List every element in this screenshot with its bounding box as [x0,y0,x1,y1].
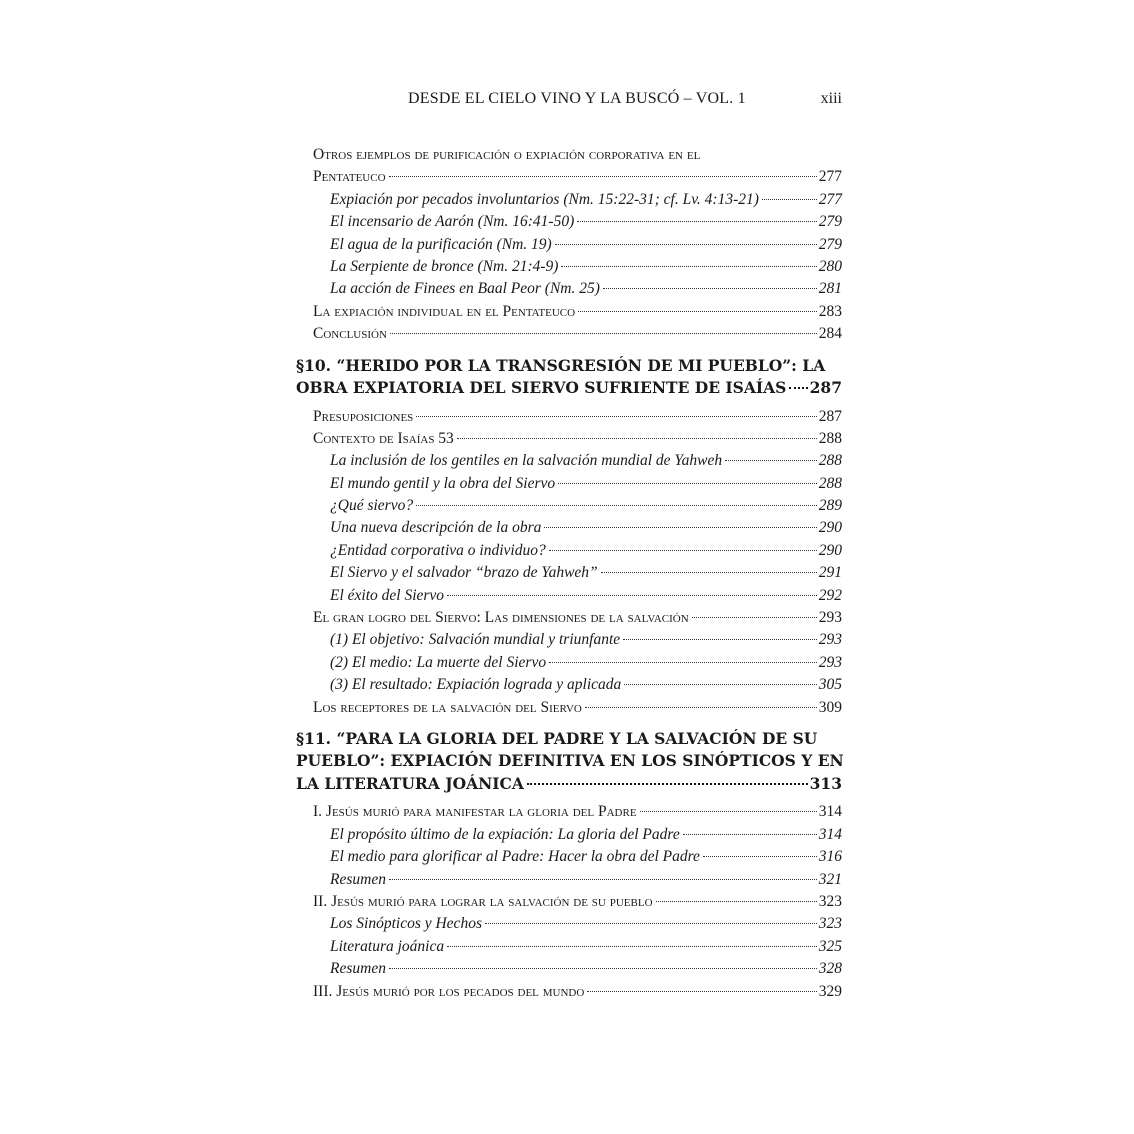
dot-leader [416,416,816,417]
toc-entry [296,278,842,300]
toc-entry-page: 292 [818,586,842,604]
toc-entry-page: 309 [818,698,842,716]
toc-entry [296,211,842,233]
dot-leader [544,527,816,528]
toc-entry-page: 279 [818,213,842,231]
toc-entry-title: La inclusión de los gentiles en la salvación mundial de Yahweh [330,452,723,470]
toc-entry-page: 316 [818,848,842,866]
toc-entry [296,981,842,1003]
page-number: xiii [820,90,842,107]
toc-entry [296,846,842,868]
dot-leader [447,595,817,596]
toc-entry-page: 279 [818,235,842,253]
toc-entry-page: 283 [818,302,842,320]
page-header [296,90,842,116]
chapter-title-line: §10. “HERIDO POR LA TRANSGRESIÓN DE MI PUEBLO”: LA [296,355,826,375]
dot-leader [577,221,817,222]
toc-entry [296,607,842,629]
dot-leader [416,505,817,506]
toc-entry-title: El mundo gentil y la obra del Siervo [330,474,556,492]
toc-entry [296,913,842,935]
toc-entry [296,562,842,584]
dot-leader [683,834,817,835]
toc-entry-title: El propósito último de la expiación: La gloria del Padre [330,825,680,843]
toc-entry-page: 314 [818,803,842,821]
toc-entry-title: ¿Qué siervo? [330,497,414,515]
toc-entry [296,674,842,696]
dot-leader [789,387,807,389]
toc-entry [296,629,842,651]
chapter-title-line [296,377,842,400]
toc-entry [296,824,842,846]
dot-leader [585,707,817,708]
dot-leader [389,879,817,880]
toc-entry [296,428,842,450]
toc-entry [296,495,842,517]
toc-entry-page: 293 [818,609,842,627]
toc-entry [296,166,842,188]
toc-entry-page: 277 [818,190,842,208]
toc-entry-page: 291 [818,564,842,582]
toc-entry-page: 293 [818,631,842,649]
toc-entry [296,473,842,495]
toc-entry-page: 290 [818,519,842,537]
chapter-title-line: PUEBLO”: EXPIACIÓN DEFINITIVA EN LOS SINÓPTICOS Y EN [296,751,844,771]
dot-leader [485,923,817,924]
toc-entry-page: 328 [818,960,842,978]
toc-entry [296,585,842,607]
dot-leader [624,684,816,685]
toc-entry [296,958,842,980]
toc-section-pentateuco [296,144,842,346]
toc-entry [296,652,842,674]
toc-entry-title: (1) El objetivo: Salvación mundial y triunfante [330,631,621,649]
dot-leader [603,288,817,289]
chapter-title-line [296,773,842,796]
toc-entry-title: El medio para glorificar al Padre: Hacer la obra del Padre [330,848,700,866]
toc-entry-page: 288 [818,452,842,470]
toc-entry-title: Resumen [330,870,386,888]
toc-entry-title: Expiación por pecados involuntarios (Nm. 15:22-31; cf. Lv. 4:13-21) [330,190,759,208]
dot-leader [549,662,817,663]
dot-leader [389,176,817,177]
dot-leader [725,460,817,461]
toc-entry-title: II. Jesús murió para lograr la salvación de su pueblo [313,893,653,911]
toc-entry [296,697,842,719]
dot-leader [692,617,817,618]
toc-entry [296,869,842,891]
toc-entry-page: 293 [818,653,842,671]
toc-entry-title: Una nueva descripción de la obra [330,519,542,537]
toc-section-chapter-11 [296,801,842,1003]
toc-entry-title: I. Jesús murió para manifestar la gloria del Padre [313,803,637,821]
toc-entry-title: La Serpiente de bronce (Nm. 21:4-9) [330,257,559,275]
toc-entry [296,256,842,278]
toc-entry [296,891,842,913]
toc-entry [296,540,842,562]
toc-entry-page: 321 [818,870,842,888]
toc-entry-title: (2) El medio: La muerte del Siervo [330,653,547,671]
toc-entry [296,517,842,539]
toc-entry-page: 281 [818,280,842,298]
toc-entry-page: 289 [818,497,842,515]
dot-leader [447,946,817,947]
toc-entry-page: 290 [818,541,842,559]
dot-leader [527,783,808,785]
dot-leader [762,199,817,200]
toc-entry-title: El éxito del Siervo [330,586,445,604]
toc-entry [296,234,842,256]
dot-leader [703,856,817,857]
toc-entry-title: Conclusión [313,325,387,343]
toc-entry [296,936,842,958]
toc-entry-page: 288 [818,429,842,447]
toc-entry-title: ¿Entidad corporativa o individuo? [330,541,546,559]
dot-leader [561,266,816,267]
dot-leader [656,901,817,902]
toc-entry-title: Resumen [330,960,386,978]
toc-entry-title: El incensario de Aarón (Nm. 16:41-50) [330,213,575,231]
toc-entry-page: 284 [818,325,842,343]
toc-entry [296,450,842,472]
dot-leader [623,639,817,640]
toc-entry-title: (3) El resultado: Expiación lograda y aplicada [330,676,622,694]
toc-entry-title: El gran logro del Siervo: Las dimensiones de la salvación [313,609,689,627]
dot-leader [457,438,817,439]
dot-leader [601,572,817,573]
dot-leader [555,244,817,245]
toc-entry-title: La acción de Finees en Baal Peor (Nm. 25) [330,280,600,298]
toc-entry-page: 277 [818,168,842,186]
toc-entry-title: Literatura joánica [330,937,445,955]
chapter-title-text: OBRA EXPIATORIA DEL SIERVO SUFRIENTE DE ISAÍAS [296,378,787,398]
toc-entry-page: 323 [818,915,842,933]
toc-entry-page: 314 [818,825,842,843]
toc-entry-title: Otros ejemplos de purificación o expiación corporativa en el [313,146,701,163]
toc-entry [296,189,842,211]
toc-entry-page: 325 [818,937,842,955]
chapter-title-text: LA LITERATURA JOÁNICA [296,773,524,793]
dot-leader [389,968,817,969]
table-of-contents [296,144,842,1003]
running-title: DESDE EL CIELO VINO Y LA BUSCÓ – VOL. 1 [408,90,746,107]
toc-entry-page: 288 [818,474,842,492]
dot-leader [549,550,817,551]
toc-entry-title: El agua de la purificación (Nm. 19) [330,235,552,253]
dot-leader [558,483,817,484]
dot-leader [578,311,817,312]
toc-entry-title: Pentateuco [313,168,386,186]
toc-entry-title: III. Jesús murió por los pecados del mundo [313,982,585,1000]
dot-leader [640,811,817,812]
toc-entry-page: 305 [818,676,842,694]
toc-section-chapter-10 [296,406,842,719]
toc-entry [296,323,842,345]
toc-entry [296,801,842,823]
toc-entry-title: Contexto de Isaías 53 [313,429,454,447]
chapter-heading-10 [296,355,842,400]
toc-entry-title: Los Sinópticos y Hechos [330,915,482,933]
toc-entry-page: 329 [818,982,842,1000]
chapter-page: 287 [809,378,842,398]
chapter-title-line: §11. “PARA LA GLORIA DEL PADRE Y LA SALVACIÓN DE SU [296,728,818,748]
dot-leader [390,333,817,334]
chapter-page: 313 [809,773,842,793]
toc-entry [296,301,842,323]
toc-entry-page: 323 [818,893,842,911]
toc-entry [296,406,842,428]
toc-entry-page: 280 [818,257,842,275]
chapter-heading-11 [296,728,842,796]
toc-entry-title: Presuposiciones [313,407,414,425]
toc-entry-title: La expiación individual en el Pentateuco [313,302,576,320]
toc-entry-page: 287 [818,407,842,425]
toc-entry-title: El Siervo y el salvador “brazo de Yahweh” [330,564,598,582]
toc-entry-title: Los receptores de la salvación del Siervo [313,698,582,716]
dot-leader [587,991,816,992]
